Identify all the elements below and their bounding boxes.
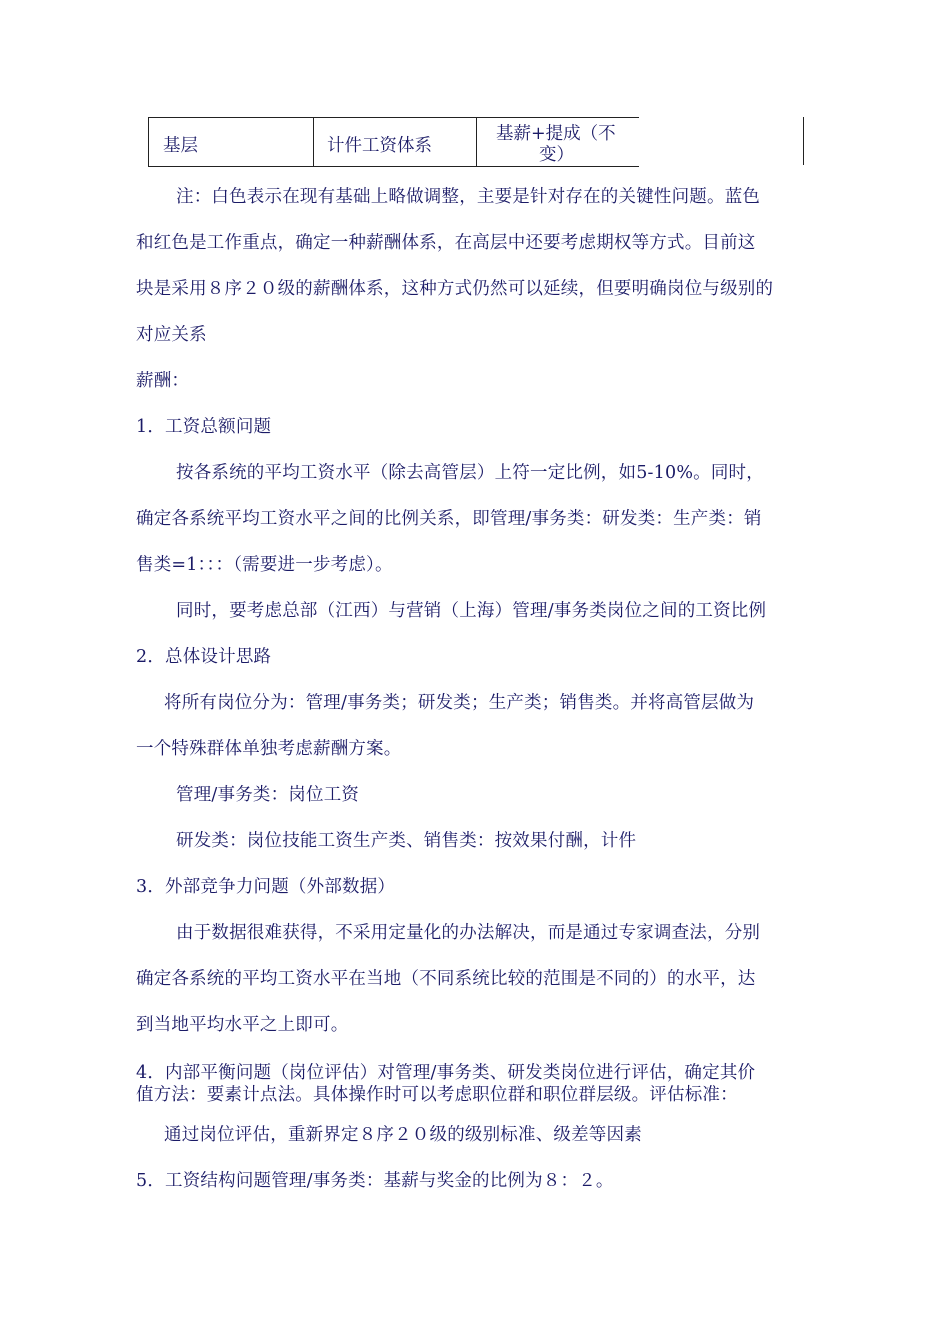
table-right-border (803, 117, 804, 165)
table-cell-system (314, 118, 477, 166)
section-title-salary: 薪酬： (136, 371, 190, 391)
heading-4-line-1: 4．内部平衡问题（岗位评估）对管理/事务类、研发类岗位进行评估，确定其价 (136, 1063, 756, 1083)
note-line-4: 对应关系 (136, 325, 207, 345)
heading-1: 1．工资总额问题 (136, 417, 272, 437)
cell-text-system: 计件工资体系 (327, 136, 432, 156)
table-cell-pay (477, 118, 639, 166)
para-6-line-2: 确定各系统的平均工资水平在当地（不同系统比较的范围是不同的）的水平，达 (136, 969, 756, 989)
para-1-line-1: 按各系统的平均工资水平（除去高管层）上符一定比例，如5-10%。同时， (176, 463, 764, 483)
cell-text-pay-line2: 变） (539, 145, 574, 165)
note-line-2: 和红色是工作重点，确定一种薪酬体系，在高层中还要考虑期权等方式。目前这 (136, 233, 756, 253)
table-cell-level (149, 118, 314, 166)
note-line-3: 块是采用８序２０级的薪酬体系，这种方式仍然可以延续，但要明确岗位与级别的 (136, 279, 774, 299)
heading-4-line-2: 值方法：要素计点法。具体操作时可以考虑职位群和职位群层级。评估标准： (136, 1085, 738, 1105)
para-4: 管理/事务类：岗位工资 (176, 785, 360, 805)
para-7: 通过岗位评估，重新界定８序２０级的级别标准、级差等因素 (164, 1125, 642, 1145)
para-2: 同时，要考虑总部（江西）与营销（上海）管理/事务类岗位之间的工资比例 (176, 601, 767, 621)
heading-2: 2．总体设计思路 (136, 647, 272, 667)
cell-text-level: 基层 (163, 136, 198, 156)
salary-table-row (148, 117, 639, 167)
para-1-line-3: 售类=1：：：（需要进一步考虑）。 (136, 555, 393, 575)
heading-5: 5．工资结构问题管理/事务类：基薪与奖金的比例为８：２。 (136, 1171, 614, 1191)
para-3-line-2: 一个特殊群体单独考虑薪酬方案。 (136, 739, 402, 759)
para-6-line-3: 到当地平均水平之上即可。 (136, 1015, 349, 1035)
note-line-1: 注：白色表示在现有基础上略做调整，主要是针对存在的关键性问题。蓝色 (176, 187, 761, 207)
para-6-line-1: 由于数据很难获得，不采用定量化的办法解决，而是通过专家调查法，分别 (176, 923, 761, 943)
heading-3: 3．外部竞争力问题（外部数据） (136, 877, 396, 897)
para-3-line-1: 将所有岗位分为：管理/事务类；研发类；生产类；销售类。并将高管层做为 (164, 693, 755, 713)
para-1-line-2: 确定各系统平均工资水平之间的比例关系，即管理/事务类：研发类：生产类：销 (136, 509, 762, 529)
para-5: 研发类：岗位技能工资生产类、销售类：按效果付酬，计件 (176, 831, 637, 851)
cell-text-pay-line1: 基薪+提成（不 (496, 124, 616, 144)
